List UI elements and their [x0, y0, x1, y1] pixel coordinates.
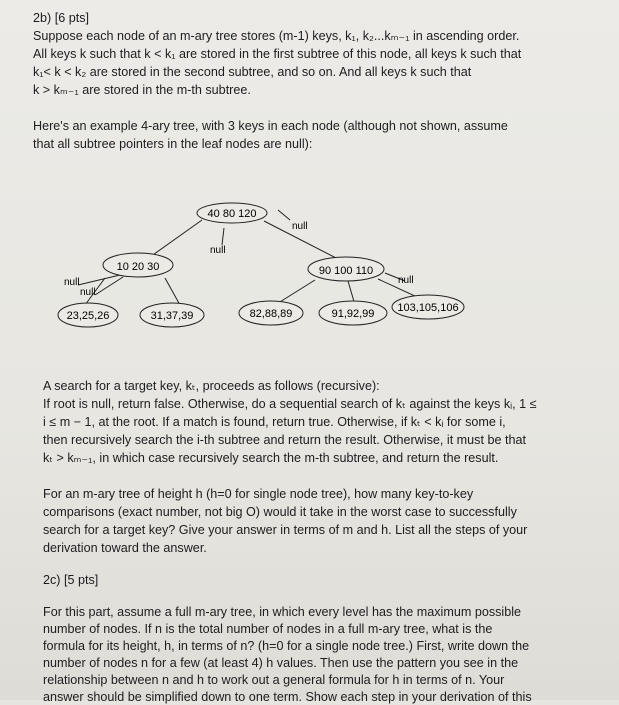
question-line-3: search for a target key? Give your answer in terms of m and h. List all the steps of your: [43, 523, 528, 537]
intro-line-3: k₁< k < k₂ are stored in the second subtree, and so on. And all keys k such that: [33, 65, 472, 79]
edge-root-left: [150, 220, 202, 257]
leaf-keys: 31,37,39: [150, 310, 194, 322]
2c-line-1: For this part, assume a full m-ary tree, in which every level has the maximum possible: [43, 605, 522, 619]
edge-left-leaf2: [165, 278, 180, 305]
intro-line-2: All keys k such that k < k₁ are stored in the first subtree of this node, all keys k such that: [33, 47, 522, 61]
right-keys: 90 100 110: [318, 265, 374, 277]
2c-line-6: answer should be simplified down to one term. Show each step in your derivation of this: [43, 690, 532, 704]
search-line-2: If root is null, return false. Otherwise, do a sequential search of kₜ against the keys kᵢ, 1 ≤: [43, 397, 537, 411]
left-keys: 10 20 30: [116, 261, 160, 273]
search-line-3: i ≤ m − 1, at the root. If a match is found, return true. Otherwise, if kₜ < kᵢ for some i,: [43, 415, 506, 429]
2c-line-2: number of nodes. If n is the total number of nodes in a full m-ary tree, what is the: [43, 622, 493, 636]
2c-line-5: relationship between n and h to work out a general formula for h in terms of n. Your: [43, 673, 505, 687]
null-label: null: [292, 221, 308, 232]
search-line-4: then recursively search the i-th subtree and return the result. Otherwise, it must be that: [43, 433, 526, 447]
question-line-1: For an m-ary tree of height h (h=0 for single node tree), how many key-to-key: [43, 487, 474, 501]
problem-2c-heading: 2c) [5 pts]: [43, 573, 99, 587]
edge-root-null: [278, 210, 290, 220]
leaf-keys: 23,25,26: [66, 310, 110, 322]
edge-root-null-mid: [222, 228, 224, 245]
2c-line-3: formula for its height, h, in terms of n? (h=0 for a single node tree.) First, write down the: [43, 639, 530, 653]
leaf-keys: 82,88,89: [249, 308, 293, 320]
search-line-5: kₜ > kₘ₋₁, in which case recursively search the m-th subtree, and return the result.: [43, 451, 499, 465]
leaf-keys: 91,92,99: [331, 308, 375, 320]
search-line-1: A search for a target key, kₜ, proceeds as follows (recursive):: [43, 379, 380, 393]
leaf-keys: 103,105,106: [397, 302, 459, 314]
null-label: null: [398, 275, 414, 286]
problem-2b-heading: 2b) [6 pts]: [33, 11, 90, 25]
question-line-4: derivation toward the answer.: [43, 541, 207, 555]
question-line-2: comparisons (exact number, not big O) would it take in the worst case to successfully: [43, 505, 517, 519]
example-line-2: that all subtree pointers in the leaf nodes are null):: [33, 137, 313, 151]
2c-line-4: number of nodes n for a few (at least 4) h values. Then use the pattern you see in the: [43, 656, 519, 670]
intro-line-1: Suppose each node of an m-ary tree stores (m-1) keys, k₁, k₂...kₘ₋₁ in ascending order.: [33, 29, 520, 43]
null-label: null: [64, 277, 80, 288]
root-keys: 40 80 120: [207, 208, 257, 220]
intro-line-4: k > kₘ₋₁ are stored in the m-th subtree.: [33, 83, 251, 97]
four-ary-tree-diagram: [50, 195, 530, 345]
example-line-1: Here's an example 4-ary tree, with 3 keys in each node (although not shown, assume: [33, 119, 508, 133]
null-label: null: [80, 287, 96, 298]
null-label: null: [210, 245, 226, 256]
